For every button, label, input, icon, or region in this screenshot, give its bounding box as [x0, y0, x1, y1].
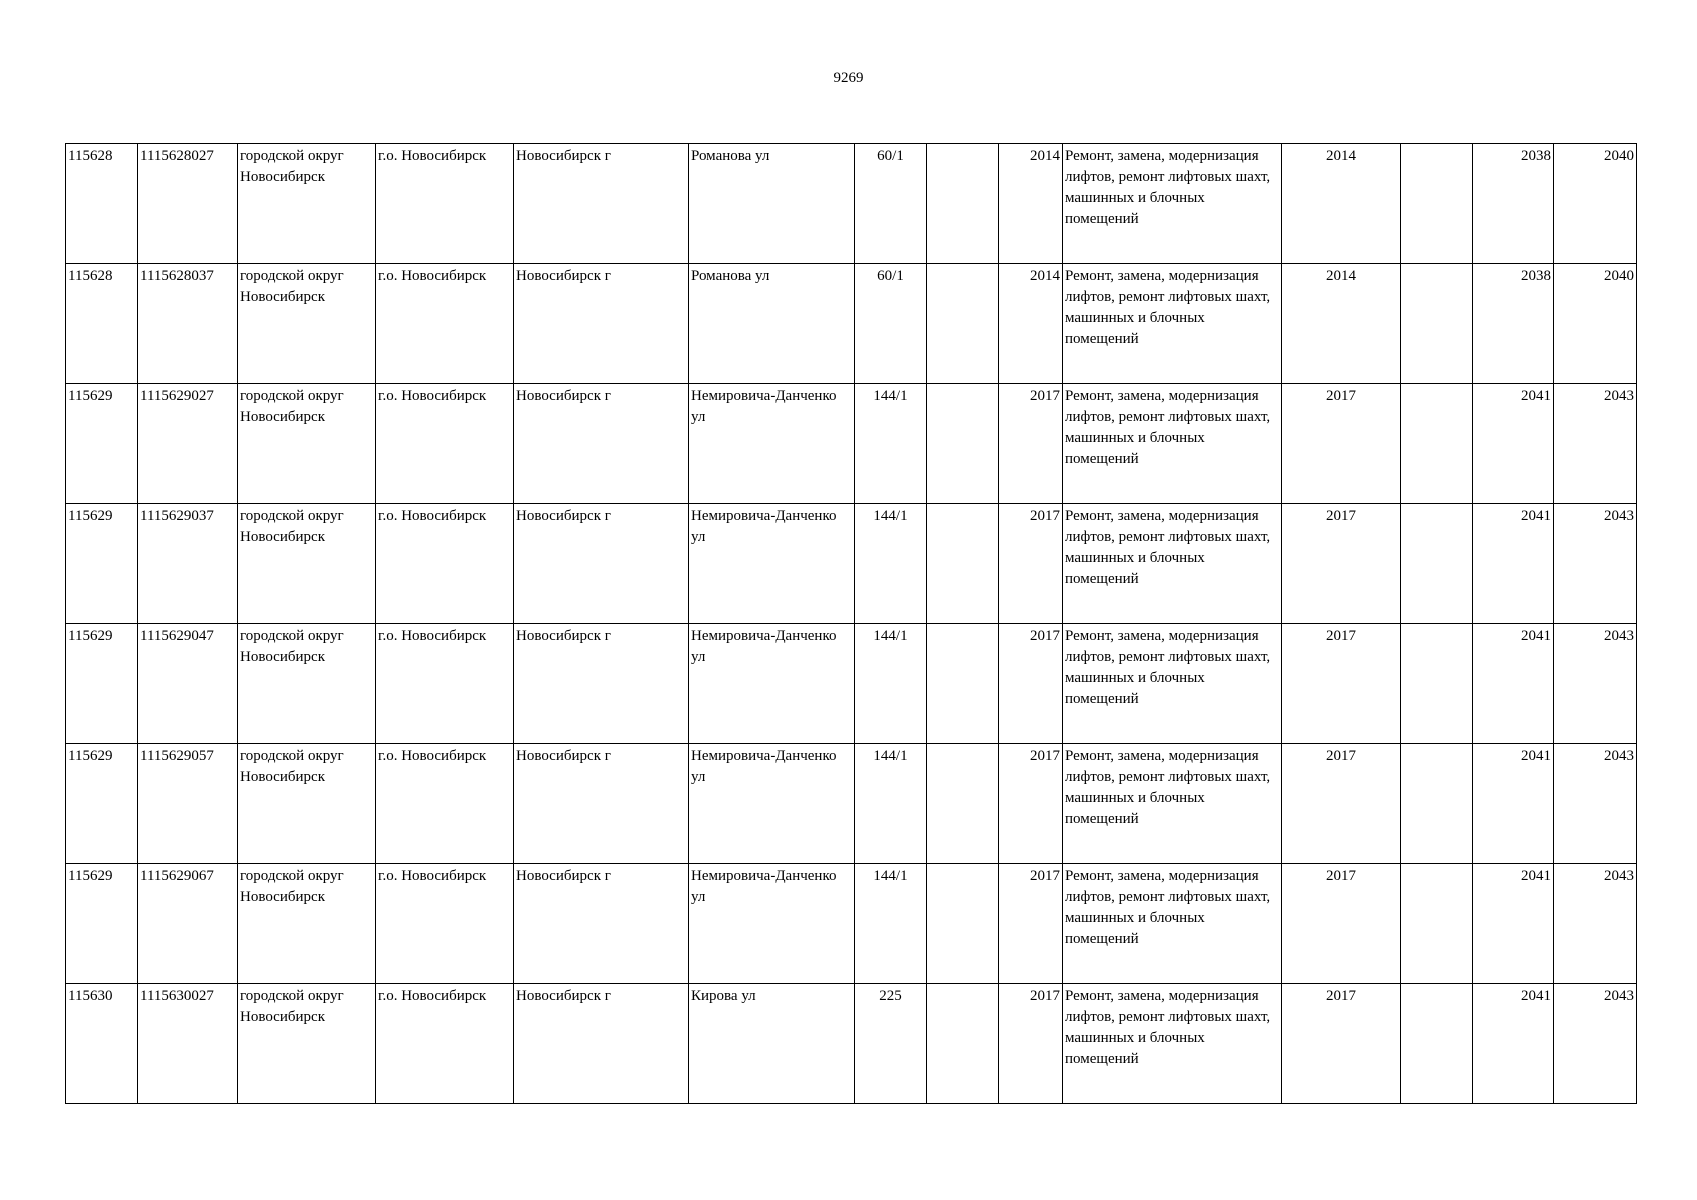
- cell-district: г.о. Новосибирск: [376, 984, 514, 1104]
- cell-year-to: 2040: [1554, 264, 1637, 384]
- cell-settlement: Новосибирск г: [514, 264, 689, 384]
- cell-settlement: Новосибирск г: [514, 384, 689, 504]
- cell-year-start: 2017: [1282, 744, 1401, 864]
- cell-year-from: 2038: [1473, 264, 1554, 384]
- cell-district: г.о. Новосибирск: [376, 864, 514, 984]
- cell-settlement: Новосибирск г: [514, 144, 689, 264]
- cell-street: Немировича-Данченко ул: [689, 504, 855, 624]
- cell-blank: [1401, 384, 1473, 504]
- cell-year-from: 2038: [1473, 144, 1554, 264]
- cell-work-type: Ремонт, замена, модернизация лифтов, ремонт лифтовых шахт, машинных и блочных помещений: [1063, 144, 1282, 264]
- cell-work-type: Ремонт, замена, модернизация лифтов, ремонт лифтовых шахт, машинных и блочных помещений: [1063, 384, 1282, 504]
- cell-district: г.о. Новосибирск: [376, 504, 514, 624]
- cell-blank: [1401, 504, 1473, 624]
- cell-year-to: 2043: [1554, 504, 1637, 624]
- table-row: [66, 984, 1637, 1104]
- cell-street: Немировича-Данченко ул: [689, 384, 855, 504]
- cell-work-type: Ремонт, замена, модернизация лифтов, ремонт лифтовых шахт, машинных и блочных помещений: [1063, 744, 1282, 864]
- cell-id: 115629: [66, 864, 138, 984]
- cell-settlement: Новосибирск г: [514, 864, 689, 984]
- cell-code: 1115629047: [138, 624, 238, 744]
- cell-code: 1115630027: [138, 984, 238, 1104]
- cell-code: 1115629057: [138, 744, 238, 864]
- table-row: [66, 864, 1637, 984]
- cell-house: 144/1: [855, 744, 927, 864]
- cell-year-start: 2017: [1282, 984, 1401, 1104]
- cell-year-built: 2017: [999, 384, 1063, 504]
- cell-settlement: Новосибирск г: [514, 624, 689, 744]
- cell-municipality: городской округ Новосибирск: [238, 744, 376, 864]
- cell-house: 60/1: [855, 264, 927, 384]
- cell-municipality: городской округ Новосибирск: [238, 504, 376, 624]
- cell-house: 144/1: [855, 384, 927, 504]
- cell-year-from: 2041: [1473, 624, 1554, 744]
- cell-house: 60/1: [855, 144, 927, 264]
- cell-house: 144/1: [855, 624, 927, 744]
- cell-blank: [1401, 624, 1473, 744]
- cell-blank: [1401, 744, 1473, 864]
- cell-id: 115629: [66, 504, 138, 624]
- cell-building: [927, 144, 999, 264]
- cell-house: 144/1: [855, 864, 927, 984]
- cell-code: 1115628037: [138, 264, 238, 384]
- table-row: [66, 744, 1637, 864]
- cell-district: г.о. Новосибирск: [376, 264, 514, 384]
- cell-municipality: городской округ Новосибирск: [238, 984, 376, 1104]
- cell-street: Немировича-Данченко ул: [689, 864, 855, 984]
- cell-building: [927, 264, 999, 384]
- cell-municipality: городской округ Новосибирск: [238, 144, 376, 264]
- cell-work-type: Ремонт, замена, модернизация лифтов, ремонт лифтовых шахт, машинных и блочных помещений: [1063, 504, 1282, 624]
- cell-year-to: 2043: [1554, 624, 1637, 744]
- cell-street: Романова ул: [689, 264, 855, 384]
- cell-municipality: городской округ Новосибирск: [238, 864, 376, 984]
- cell-settlement: Новосибирск г: [514, 504, 689, 624]
- cell-year-from: 2041: [1473, 744, 1554, 864]
- cell-building: [927, 624, 999, 744]
- cell-code: 1115629037: [138, 504, 238, 624]
- cell-district: г.о. Новосибирск: [376, 744, 514, 864]
- cell-year-start: 2014: [1282, 264, 1401, 384]
- cell-house: 225: [855, 984, 927, 1104]
- cell-settlement: Новосибирск г: [514, 744, 689, 864]
- cell-blank: [1401, 264, 1473, 384]
- cell-street: Кирова ул: [689, 984, 855, 1104]
- cell-blank: [1401, 984, 1473, 1104]
- cell-id: 115628: [66, 144, 138, 264]
- cell-building: [927, 984, 999, 1104]
- cell-district: г.о. Новосибирск: [376, 384, 514, 504]
- cell-year-built: 2014: [999, 144, 1063, 264]
- cell-blank: [1401, 144, 1473, 264]
- cell-year-built: 2014: [999, 264, 1063, 384]
- cell-id: 115630: [66, 984, 138, 1104]
- registry-table: [65, 143, 1637, 1104]
- cell-work-type: Ремонт, замена, модернизация лифтов, ремонт лифтовых шахт, машинных и блочных помещений: [1063, 624, 1282, 744]
- table-row: [66, 504, 1637, 624]
- cell-building: [927, 384, 999, 504]
- table-row: [66, 264, 1637, 384]
- cell-id: 115629: [66, 384, 138, 504]
- cell-year-built: 2017: [999, 744, 1063, 864]
- table-row: [66, 624, 1637, 744]
- page-number: 9269: [833, 70, 864, 86]
- cell-id: 115629: [66, 624, 138, 744]
- cell-code: 1115629067: [138, 864, 238, 984]
- cell-municipality: городской округ Новосибирск: [238, 624, 376, 744]
- cell-year-built: 2017: [999, 984, 1063, 1104]
- cell-street: Немировича-Данченко ул: [689, 744, 855, 864]
- cell-year-start: 2014: [1282, 144, 1401, 264]
- cell-year-to: 2043: [1554, 864, 1637, 984]
- cell-street: Романова ул: [689, 144, 855, 264]
- cell-year-from: 2041: [1473, 984, 1554, 1104]
- cell-code: 1115629027: [138, 384, 238, 504]
- cell-year-to: 2043: [1554, 984, 1637, 1104]
- cell-year-to: 2043: [1554, 384, 1637, 504]
- cell-year-from: 2041: [1473, 504, 1554, 624]
- cell-id: 115628: [66, 264, 138, 384]
- cell-year-built: 2017: [999, 624, 1063, 744]
- cell-year-to: 2043: [1554, 744, 1637, 864]
- cell-blank: [1401, 864, 1473, 984]
- cell-building: [927, 504, 999, 624]
- cell-year-built: 2017: [999, 504, 1063, 624]
- cell-year-built: 2017: [999, 864, 1063, 984]
- cell-settlement: Новосибирск г: [514, 984, 689, 1104]
- cell-work-type: Ремонт, замена, модернизация лифтов, ремонт лифтовых шахт, машинных и блочных помещений: [1063, 264, 1282, 384]
- cell-building: [927, 744, 999, 864]
- cell-code: 1115628027: [138, 144, 238, 264]
- cell-id: 115629: [66, 744, 138, 864]
- cell-year-start: 2017: [1282, 384, 1401, 504]
- cell-year-to: 2040: [1554, 144, 1637, 264]
- cell-municipality: городской округ Новосибирск: [238, 384, 376, 504]
- cell-year-start: 2017: [1282, 504, 1401, 624]
- cell-district: г.о. Новосибирск: [376, 624, 514, 744]
- cell-district: г.о. Новосибирск: [376, 144, 514, 264]
- table-row: [66, 144, 1637, 264]
- cell-work-type: Ремонт, замена, модернизация лифтов, ремонт лифтовых шахт, машинных и блочных помещений: [1063, 864, 1282, 984]
- cell-year-from: 2041: [1473, 384, 1554, 504]
- cell-year-start: 2017: [1282, 864, 1401, 984]
- cell-year-from: 2041: [1473, 864, 1554, 984]
- cell-municipality: городской округ Новосибирск: [238, 264, 376, 384]
- cell-street: Немировича-Данченко ул: [689, 624, 855, 744]
- cell-year-start: 2017: [1282, 624, 1401, 744]
- cell-work-type: Ремонт, замена, модернизация лифтов, ремонт лифтовых шахт, машинных и блочных помещений: [1063, 984, 1282, 1104]
- cell-house: 144/1: [855, 504, 927, 624]
- cell-building: [927, 864, 999, 984]
- table-body: [66, 144, 1637, 1104]
- table-row: [66, 384, 1637, 504]
